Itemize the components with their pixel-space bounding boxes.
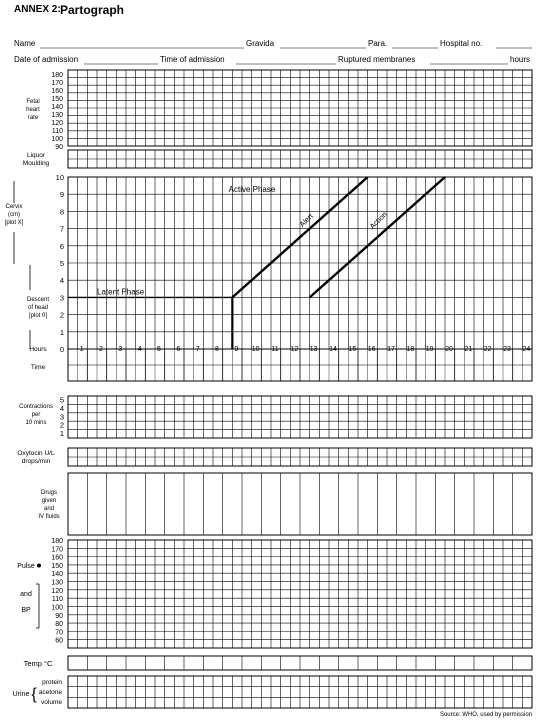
ruptured-membranes-label: Ruptured membranes: [338, 55, 416, 64]
urine-grid: [68, 676, 532, 708]
pulse-label: Pulse: [17, 563, 35, 570]
cervix-tick-label: 0: [59, 345, 64, 354]
moulding-label: Moulding: [22, 160, 50, 167]
contractions-tick-label: 3: [59, 412, 64, 422]
fetal-heart-rate-grid: [68, 70, 532, 146]
contractions-tick-label: 2: [59, 420, 64, 430]
pulse-bp-tick-label: 130: [51, 579, 63, 587]
urine-row-label: volume: [41, 699, 62, 706]
hour-tick-label: 7: [195, 346, 200, 353]
cervix-tick-label: 3: [59, 293, 64, 303]
pulse-dot-icon: [37, 564, 41, 568]
fhr-tick-label: 180: [51, 72, 63, 79]
hour-tick-label: 14: [329, 346, 337, 353]
cervix-tick-label: 7: [59, 224, 64, 234]
pulse-bp-tick-label: 60: [55, 637, 63, 645]
drugs-grid: [68, 473, 532, 535]
pulse-bp-tick-label: 150: [51, 562, 63, 570]
hour-tick-label: 11: [271, 346, 279, 353]
hour-tick-label: 8: [215, 346, 219, 353]
hour-tick-label: 20: [445, 346, 453, 353]
hour-tick-label: 5: [157, 346, 161, 353]
hour-tick-label: 19: [425, 346, 434, 353]
hour-tick-label: 9: [234, 346, 239, 353]
contractions-tick-label: 5: [59, 395, 64, 405]
cervix-tick-label: 2: [59, 310, 64, 320]
urine-brace: {: [31, 686, 37, 703]
fhr-tick-label: 150: [51, 96, 63, 103]
liquor-label: Liquor: [26, 152, 46, 159]
gravida-field-label: Gravida: [246, 39, 275, 48]
fhr-tick-label: 160: [51, 88, 63, 95]
hour-tick-label: 10: [251, 346, 260, 353]
pulse-bp-tick-label: 160: [51, 554, 63, 562]
and-label: and: [20, 591, 32, 598]
pulse-bp-tick-label: 170: [51, 546, 63, 554]
pulse-bp-tick-label: 110: [51, 596, 63, 604]
hour-tick-label: 13: [309, 346, 318, 353]
name-field-label: Name: [14, 39, 36, 48]
action-label: Action: [367, 209, 389, 231]
oxytocin-grid: [68, 448, 532, 466]
cervix-tick-label: 5: [59, 259, 64, 268]
hour-tick-label: 3: [118, 346, 123, 353]
descent-axis-label: [plot 0]: [28, 313, 48, 319]
contractions-grid: [68, 396, 532, 438]
hour-tick-label: 4: [137, 346, 142, 353]
hour-tick-label: 16: [367, 346, 376, 353]
cervix-axis-label: [plot X]: [4, 220, 24, 226]
hour-tick-label: 12: [290, 346, 299, 353]
source-note: Source: WHO, used by permission: [439, 712, 532, 718]
time-of-admission-label: Time of admission: [160, 55, 225, 64]
drugs-label: Drugs: [40, 490, 58, 496]
pulse-bp-tick-label: 120: [51, 587, 63, 595]
contractions-axis-label: 10 mins: [25, 420, 47, 426]
hour-tick-label: 1: [79, 346, 84, 353]
fhr-axis-label: heart: [26, 107, 40, 113]
contractions-axis-label: Contractions: [19, 404, 53, 410]
hours-axis-label: Hours: [29, 346, 47, 353]
alert-label: Alert: [297, 211, 315, 229]
hour-tick-label: 17: [387, 346, 395, 353]
contractions-tick-label: 1: [59, 429, 64, 439]
fhr-tick-label: 140: [51, 104, 63, 111]
pulse-bp-grid: [68, 540, 532, 648]
date-of-admission-label: Date of admission: [14, 55, 79, 64]
pulse-bp-tick-label: 180: [51, 538, 63, 545]
hour-tick-label: 2: [99, 346, 103, 353]
active-phase-label: Active Phase: [228, 185, 276, 194]
urine-row-label: acetone: [38, 689, 62, 696]
cervix-tick-label: 4: [59, 276, 64, 286]
time-axis-label: Time: [30, 364, 46, 371]
pulse-bp-tick-label: 80: [55, 621, 63, 629]
urine-row-label: protein: [42, 679, 62, 686]
contractions-tick-label: 4: [59, 403, 64, 413]
fhr-tick-label: 130: [51, 112, 63, 119]
fhr-axis-label: Fetal: [26, 99, 40, 105]
drops-per-min-label: drops/min: [21, 458, 51, 465]
fhr-tick-label: 110: [51, 128, 63, 135]
cervix-tick-label: 6: [59, 241, 64, 251]
drugs-label: IV fluids: [38, 514, 60, 520]
fhr-axis-label: rate: [27, 115, 39, 121]
hour-tick-label: 21: [464, 346, 473, 353]
drugs-label: and: [43, 506, 55, 512]
hours-label: hours: [510, 55, 531, 64]
temperature-grid: [68, 656, 532, 670]
fhr-tick-label: 100: [51, 136, 63, 143]
temperature-label: Temp °C: [23, 659, 53, 668]
fhr-tick-label: 170: [51, 80, 63, 87]
hospital-no-field-label: Hospital no.: [440, 39, 483, 48]
pulse-bp-tick-label: 90: [55, 612, 63, 620]
para-field-label: Para.: [368, 39, 388, 48]
header-lines: [40, 48, 532, 64]
cervix-tick-label: 8: [59, 207, 64, 217]
descent-axis-label: Descent: [26, 297, 50, 303]
pulse-bp-tick-label: 140: [51, 571, 63, 579]
cervix-tick-label: 9: [59, 190, 64, 200]
pulse-bp-tick-label: 70: [55, 629, 63, 637]
urine-label: Urine: [12, 691, 30, 698]
hour-tick-label: 6: [176, 346, 181, 353]
liquor-moulding-grid: [68, 150, 532, 168]
hour-tick-label: 18: [406, 346, 415, 353]
descent-axis-label: of head: [27, 305, 49, 311]
cervix-tick-label: 1: [59, 327, 64, 337]
fhr-tick-label: 90: [55, 144, 63, 151]
hour-tick-label: 15: [348, 346, 357, 353]
cervix-axis-label: (cm): [8, 212, 20, 218]
latent-phase-label: Latent Phase: [97, 287, 145, 297]
hour-tick-label: 24: [522, 346, 531, 353]
contractions-axis-label: per: [31, 412, 41, 418]
cervix-tick-label: 10: [55, 173, 64, 182]
annex-label: ANNEX 2:: [14, 4, 61, 15]
fhr-tick-label: 120: [51, 120, 63, 127]
hour-tick-label: 23: [503, 346, 511, 353]
pulse-bp-tick-label: 100: [51, 604, 63, 612]
bp-label: BP: [21, 607, 31, 614]
hour-tick-label: 22: [483, 346, 492, 353]
cervix-axis-label: Cervix: [5, 204, 23, 210]
page-title: Partograph: [60, 3, 125, 17]
oxytocin-label: Oxytocin U/L: [17, 450, 55, 457]
drugs-label: given: [41, 498, 57, 504]
